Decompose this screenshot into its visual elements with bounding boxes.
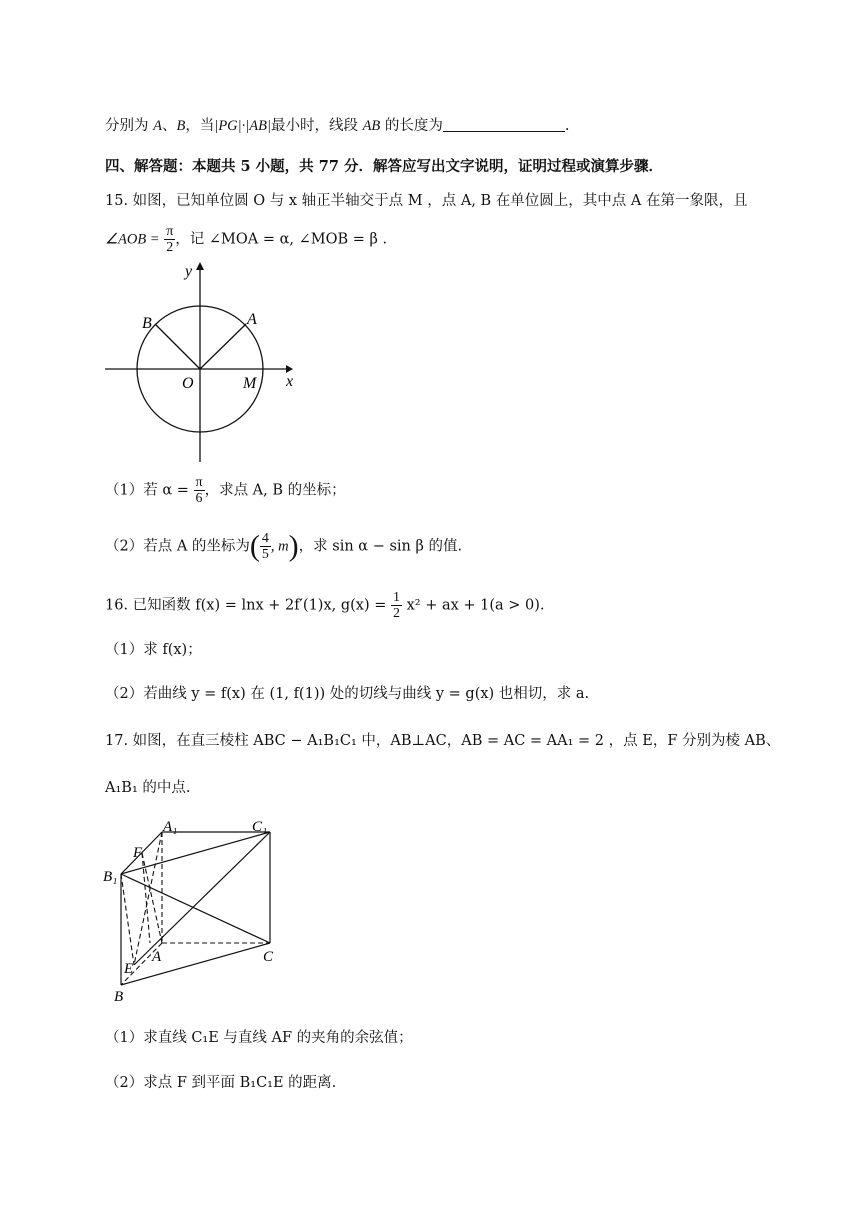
label-a: A xyxy=(152,949,162,965)
q16-part2: （2）若曲线 y = f(x) 在 (1, f(1)) 处的切线与曲线 y = g(x) 也相切，求 a. xyxy=(105,686,590,702)
fraction-4-over-5: $\frac{4}{5}$ xyxy=(261,531,269,562)
label-c: C xyxy=(263,949,274,965)
q16-part1: （1）求 f(x)； xyxy=(105,642,202,658)
q16-line1: 16. 已知函数 f(x) = lnx + 2f′(1)x, g(x) = $\frac{1}{2}$ x² + ax + 1(a > 0). xyxy=(105,590,545,621)
q17-line2: A₁B₁ 的中点. xyxy=(105,780,191,796)
fraction-1-over-2: $\frac{1}{2}$ xyxy=(393,590,400,621)
q15-part1: （1）若 α = $\frac{\pi}{6}$ ，求点 A, B 的坐标； xyxy=(105,475,346,506)
fraction-pi-over-2: $\frac{\pi}{2}$ xyxy=(166,224,174,255)
segment-oa xyxy=(200,324,246,369)
q14-expression: |PG|·|AB| xyxy=(214,118,271,134)
label-o: O xyxy=(182,375,194,392)
q17-part1: （1）求直线 C₁E 与直线 AF 的夹角的余弦值； xyxy=(105,1030,413,1046)
q15-line1: 15. 如图，已知单位圆 O 与 x 轴正半轴交于点 M ，点 A, B 在单位圆上，其中点 A 在第一象限，且 xyxy=(105,193,748,209)
y-arrow-icon xyxy=(196,262,204,270)
label-m: M xyxy=(243,375,257,392)
label-b: B xyxy=(114,989,124,1005)
prism-figure xyxy=(100,815,290,1005)
fraction-pi-over-6: $\frac{\pi}{6}$ xyxy=(195,475,203,506)
label-f: F xyxy=(133,845,143,861)
unit-circle-figure xyxy=(100,262,300,467)
label-x: x xyxy=(286,373,294,390)
label-b1: B₁ xyxy=(103,869,118,885)
label-e: E xyxy=(124,961,134,977)
label-a: A xyxy=(247,311,257,328)
label-b: B xyxy=(142,315,152,332)
q17-part2: （2）求点 F 到平面 B₁C₁E 的距离. xyxy=(105,1075,337,1091)
segment-ob xyxy=(155,324,200,369)
q14-tail-line: 分别为 A、B，当|PG|·|AB|最小时，线段 AB 的长度为 . xyxy=(105,118,570,134)
label-c1: C₁ xyxy=(252,819,268,835)
x-arrow-icon xyxy=(286,365,293,373)
q15-line2: ∠AOB = $\frac{\pi}{2}$ ，记 ∠MOA = α, ∠MOB = β . xyxy=(105,224,388,255)
section-heading: 四、解答题：本题共 5 小题，共 77 分．解答应写出文字说明，证明过程或演算步骤． xyxy=(105,158,663,175)
label-y: y xyxy=(185,263,193,280)
label-a1: A₁ xyxy=(163,819,178,835)
q17-line1: 17. 如图，在直三棱柱 ABC − A₁B₁C₁ 中，AB⊥AC，AB = AC = AA₁ = 2 ，点 E，F 分别为棱 AB、 xyxy=(105,733,781,749)
q15-part2: （2）若点 A 的坐标为( $\frac{4}{5}$ , m)，求 sin α − sin β 的值. xyxy=(105,529,463,563)
answer-blank xyxy=(443,117,565,132)
